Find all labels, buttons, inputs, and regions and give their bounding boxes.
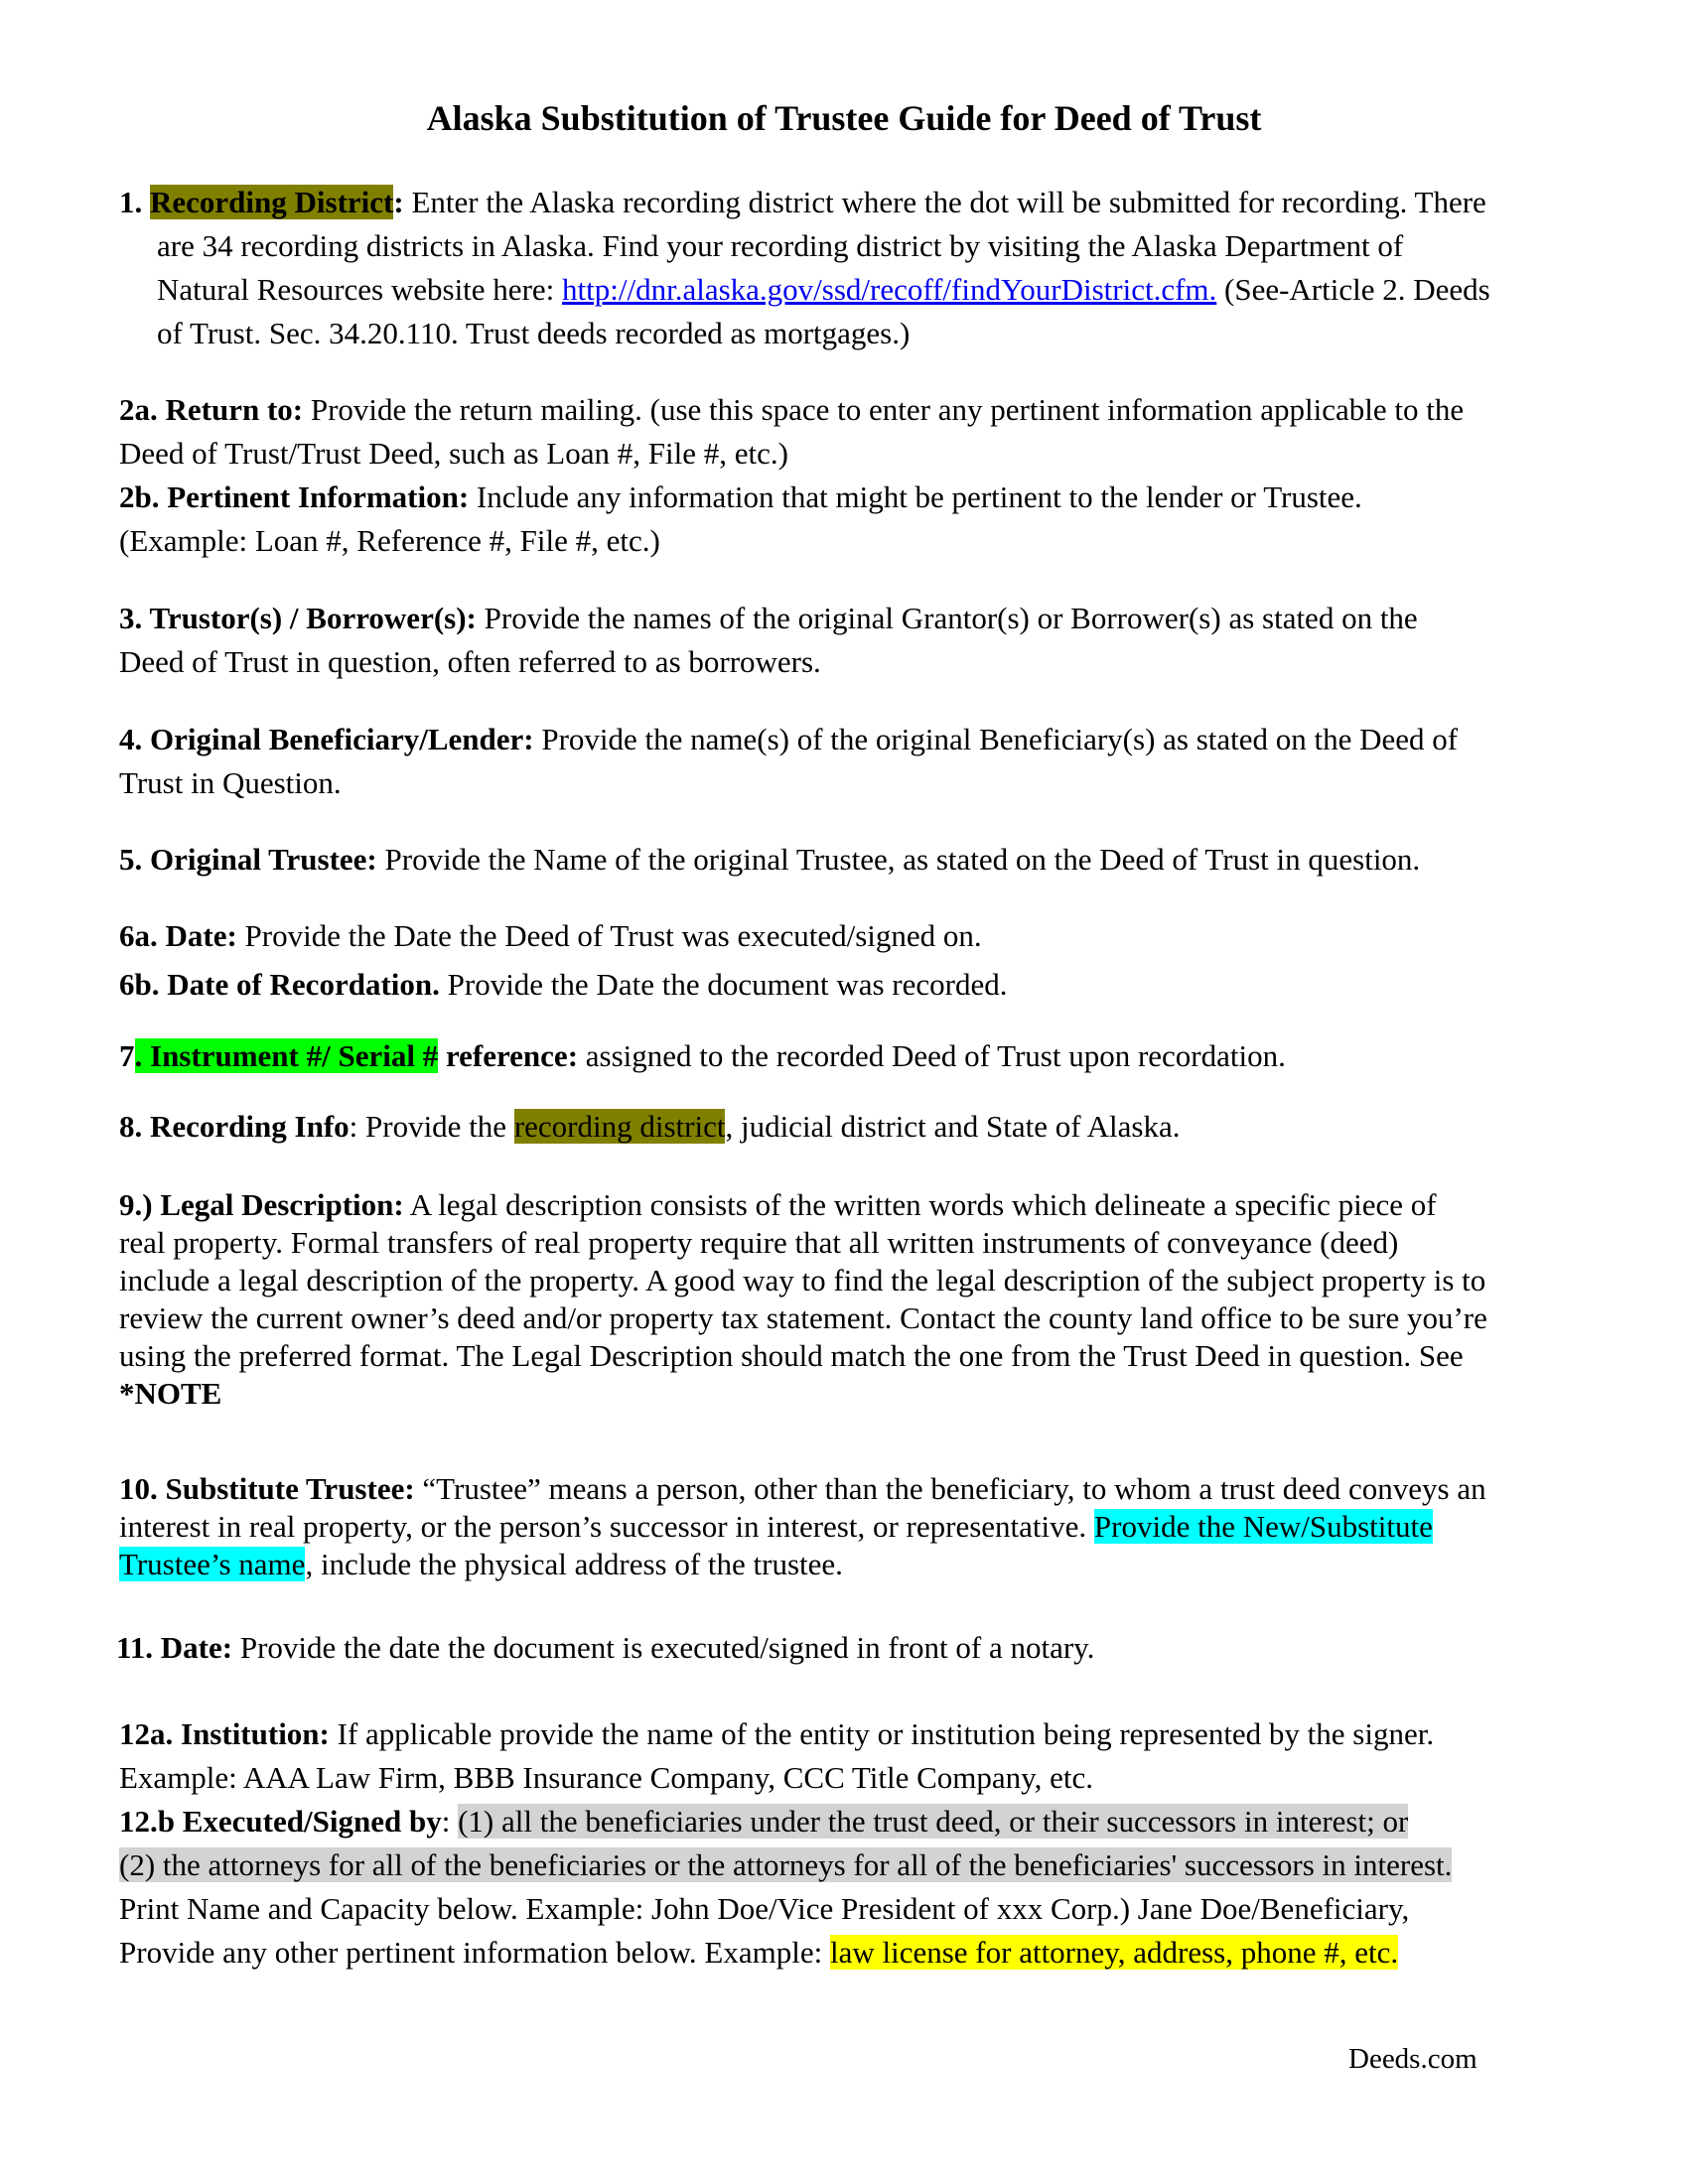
section-9-label: 9.) Legal Description:: [119, 1187, 404, 1222]
section-1-text-2: are 34 recording districts in Alaska. Find your recording district by visiting the Alaska Department of: [157, 228, 1404, 263]
section-9-text-4: review the current owner’s deed and/or property tax statement. Contact the county land office to be sure you’re: [119, 1300, 1487, 1335]
section-1-number: 1.: [119, 185, 150, 219]
section-8-label: 8. Recording Info: [119, 1109, 350, 1144]
page-title: Alaska Substitution of Trustee Guide for Deed of Trust: [426, 98, 1262, 138]
section-1-text-1: Enter the Alaska recording district where the dot will be submitted for recording. There: [403, 185, 1486, 219]
section-12: [119, 1712, 1599, 1975]
section-7: [119, 1034, 1599, 1078]
section-8-text-2: , judicial district and State of Alaska.: [725, 1109, 1181, 1144]
section-12b-colon: :: [441, 1804, 459, 1839]
section-12a-text-2: Example: AAA Law Firm, BBB Insurance Company, CCC Title Company, etc.: [119, 1760, 1094, 1795]
section-6: [119, 914, 1599, 1007]
section-6b-text-1: Provide the Date the document was recorded.: [439, 967, 1008, 1002]
section-10-text-3: , include the physical address of the trustee.: [305, 1547, 843, 1581]
section-3-text-1: Provide the names of the original Grantor(s) or Borrower(s) as stated on the: [476, 601, 1418, 635]
section-8-text-1: : Provide the: [349, 1109, 514, 1144]
section-10-label: 10. Substitute Trustee:: [119, 1471, 415, 1506]
section-2a-text-2: Deed of Trust/Trust Deed, such as Loan #, File #, etc.): [119, 436, 788, 471]
section-5-text-1: Provide the Name of the original Trustee, as stated on the Deed of Trust in question.: [376, 842, 1421, 877]
section-9-text-3: include a legal description of the property. A good way to find the legal description of the subject property is to: [119, 1263, 1486, 1297]
section-12b-highlight-1: (1) all the beneficiaries under the trust deed, or their successors in interest; or: [458, 1804, 1409, 1839]
section-2b-label: 2b. Pertinent Information:: [119, 479, 470, 514]
section-10-text-2: interest in real property, or the person’s successor in interest, or representative.: [119, 1509, 1094, 1544]
section-4-text-2: Trust in Question.: [119, 765, 342, 800]
section-2b-text-1: Include any information that might be pertinent to the lender or Trustee.: [469, 479, 1362, 514]
section-1-colon: :: [393, 185, 404, 219]
section-10-text-1: “Trustee” means a person, other than the beneficiary, to whom a trust deed conveys an: [414, 1471, 1486, 1506]
find-district-link[interactable]: http://dnr.alaska.gov/ssd/recoff/findYourDistrict.cfm.: [562, 272, 1217, 307]
section-2a-text-1: Provide the return mailing. (use this space to enter any pertinent information applicable to the: [303, 392, 1465, 427]
section-6a-label: 6a. Date:: [119, 918, 237, 953]
section-10-highlight-1: Provide the New/Substitute: [1093, 1509, 1433, 1544]
section-9-text-1: A legal description consists of the written words which delineate a specific piece of: [403, 1187, 1437, 1222]
section-12b-text-3: Print Name and Capacity below. Example: John Doe/Vice President of xxx Corp.) Jane Doe/Beneficiary,: [119, 1891, 1410, 1926]
section-1-label: Recording District: [150, 185, 394, 219]
section-10-highlight-2: Trustee’s name: [119, 1547, 306, 1581]
section-11: [116, 1626, 1596, 1670]
section-8-highlight: recording district: [513, 1109, 726, 1144]
section-11-text-1: Provide the date the document is executed/signed in front of a notary.: [232, 1630, 1095, 1665]
section-9-note: *NOTE: [119, 1376, 222, 1411]
section-6a-text-1: Provide the Date the Deed of Trust was executed/signed on.: [236, 918, 982, 953]
section-9-text-2: real property. Formal transfers of real property require that all written instruments of conveyance (deed): [119, 1225, 1399, 1260]
section-7-text-1: assigned to the recorded Deed of Trust upon recordation.: [578, 1038, 1286, 1073]
section-2b-text-2: (Example: Loan #, Reference #, File #, etc.): [119, 523, 660, 558]
section-1: [119, 181, 1599, 355]
section-5: [119, 838, 1599, 882]
section-12b-highlight-2: (2) the attorneys for all of the beneficiaries or: [119, 1847, 688, 1882]
section-10: [119, 1467, 1599, 1580]
section-3-text-2: Deed of Trust in question, often referred to as borrowers.: [119, 644, 821, 679]
section-4-text-1: Provide the name(s) of the original Beneficiary(s) as stated on the Deed of: [533, 722, 1459, 756]
section-12a-label: 12a. Institution:: [119, 1716, 330, 1751]
section-12b-highlight-3: the attorneys for all of the beneficiaries' successors in interest.: [687, 1847, 1453, 1882]
section-1-text-4: of Trust. Sec. 34.20.110. Trust deeds recorded as mortgages.): [157, 316, 911, 350]
section-4-label: 4. Original Beneficiary/Lender:: [119, 722, 534, 756]
section-7-number: 7: [119, 1038, 135, 1073]
section-9: [119, 1183, 1599, 1410]
section-2a-label: 2a. Return to:: [119, 392, 304, 427]
section-5-label: 5. Original Trustee:: [119, 842, 377, 877]
section-1-text-3b: (See-Article 2. Deeds: [1216, 272, 1490, 307]
section-3: [119, 597, 1599, 684]
section-12b-text-4: Provide any other pertinent information below. Example:: [119, 1935, 830, 1970]
section-9-text-5: using the preferred format. The Legal Description should match the one from the Trust Deed in question. See: [119, 1338, 1464, 1373]
section-2: [119, 388, 1599, 563]
section-6b-label: 6b. Date of Recordation.: [119, 967, 440, 1002]
section-12b-highlight-4: law license for attorney, address, phone #, etc.: [829, 1935, 1399, 1970]
section-11-label: 11. Date:: [116, 1630, 233, 1665]
section-3-label: 3. Trustor(s) / Borrower(s):: [119, 601, 477, 635]
footer-brand: Deeds.com: [1348, 2043, 1477, 2075]
section-12a-text-1: If applicable provide the name of the entity or institution being represented by the signer.: [329, 1716, 1435, 1751]
section-4: [119, 718, 1599, 805]
section-7-label-rest: reference:: [438, 1038, 579, 1073]
section-7-label: . Instrument #/ Serial #: [134, 1038, 439, 1073]
section-12b-label: 12.b Executed/Signed by: [119, 1804, 442, 1839]
section-8: [119, 1105, 1599, 1149]
section-1-text-3: Natural Resources website here:: [157, 272, 563, 307]
